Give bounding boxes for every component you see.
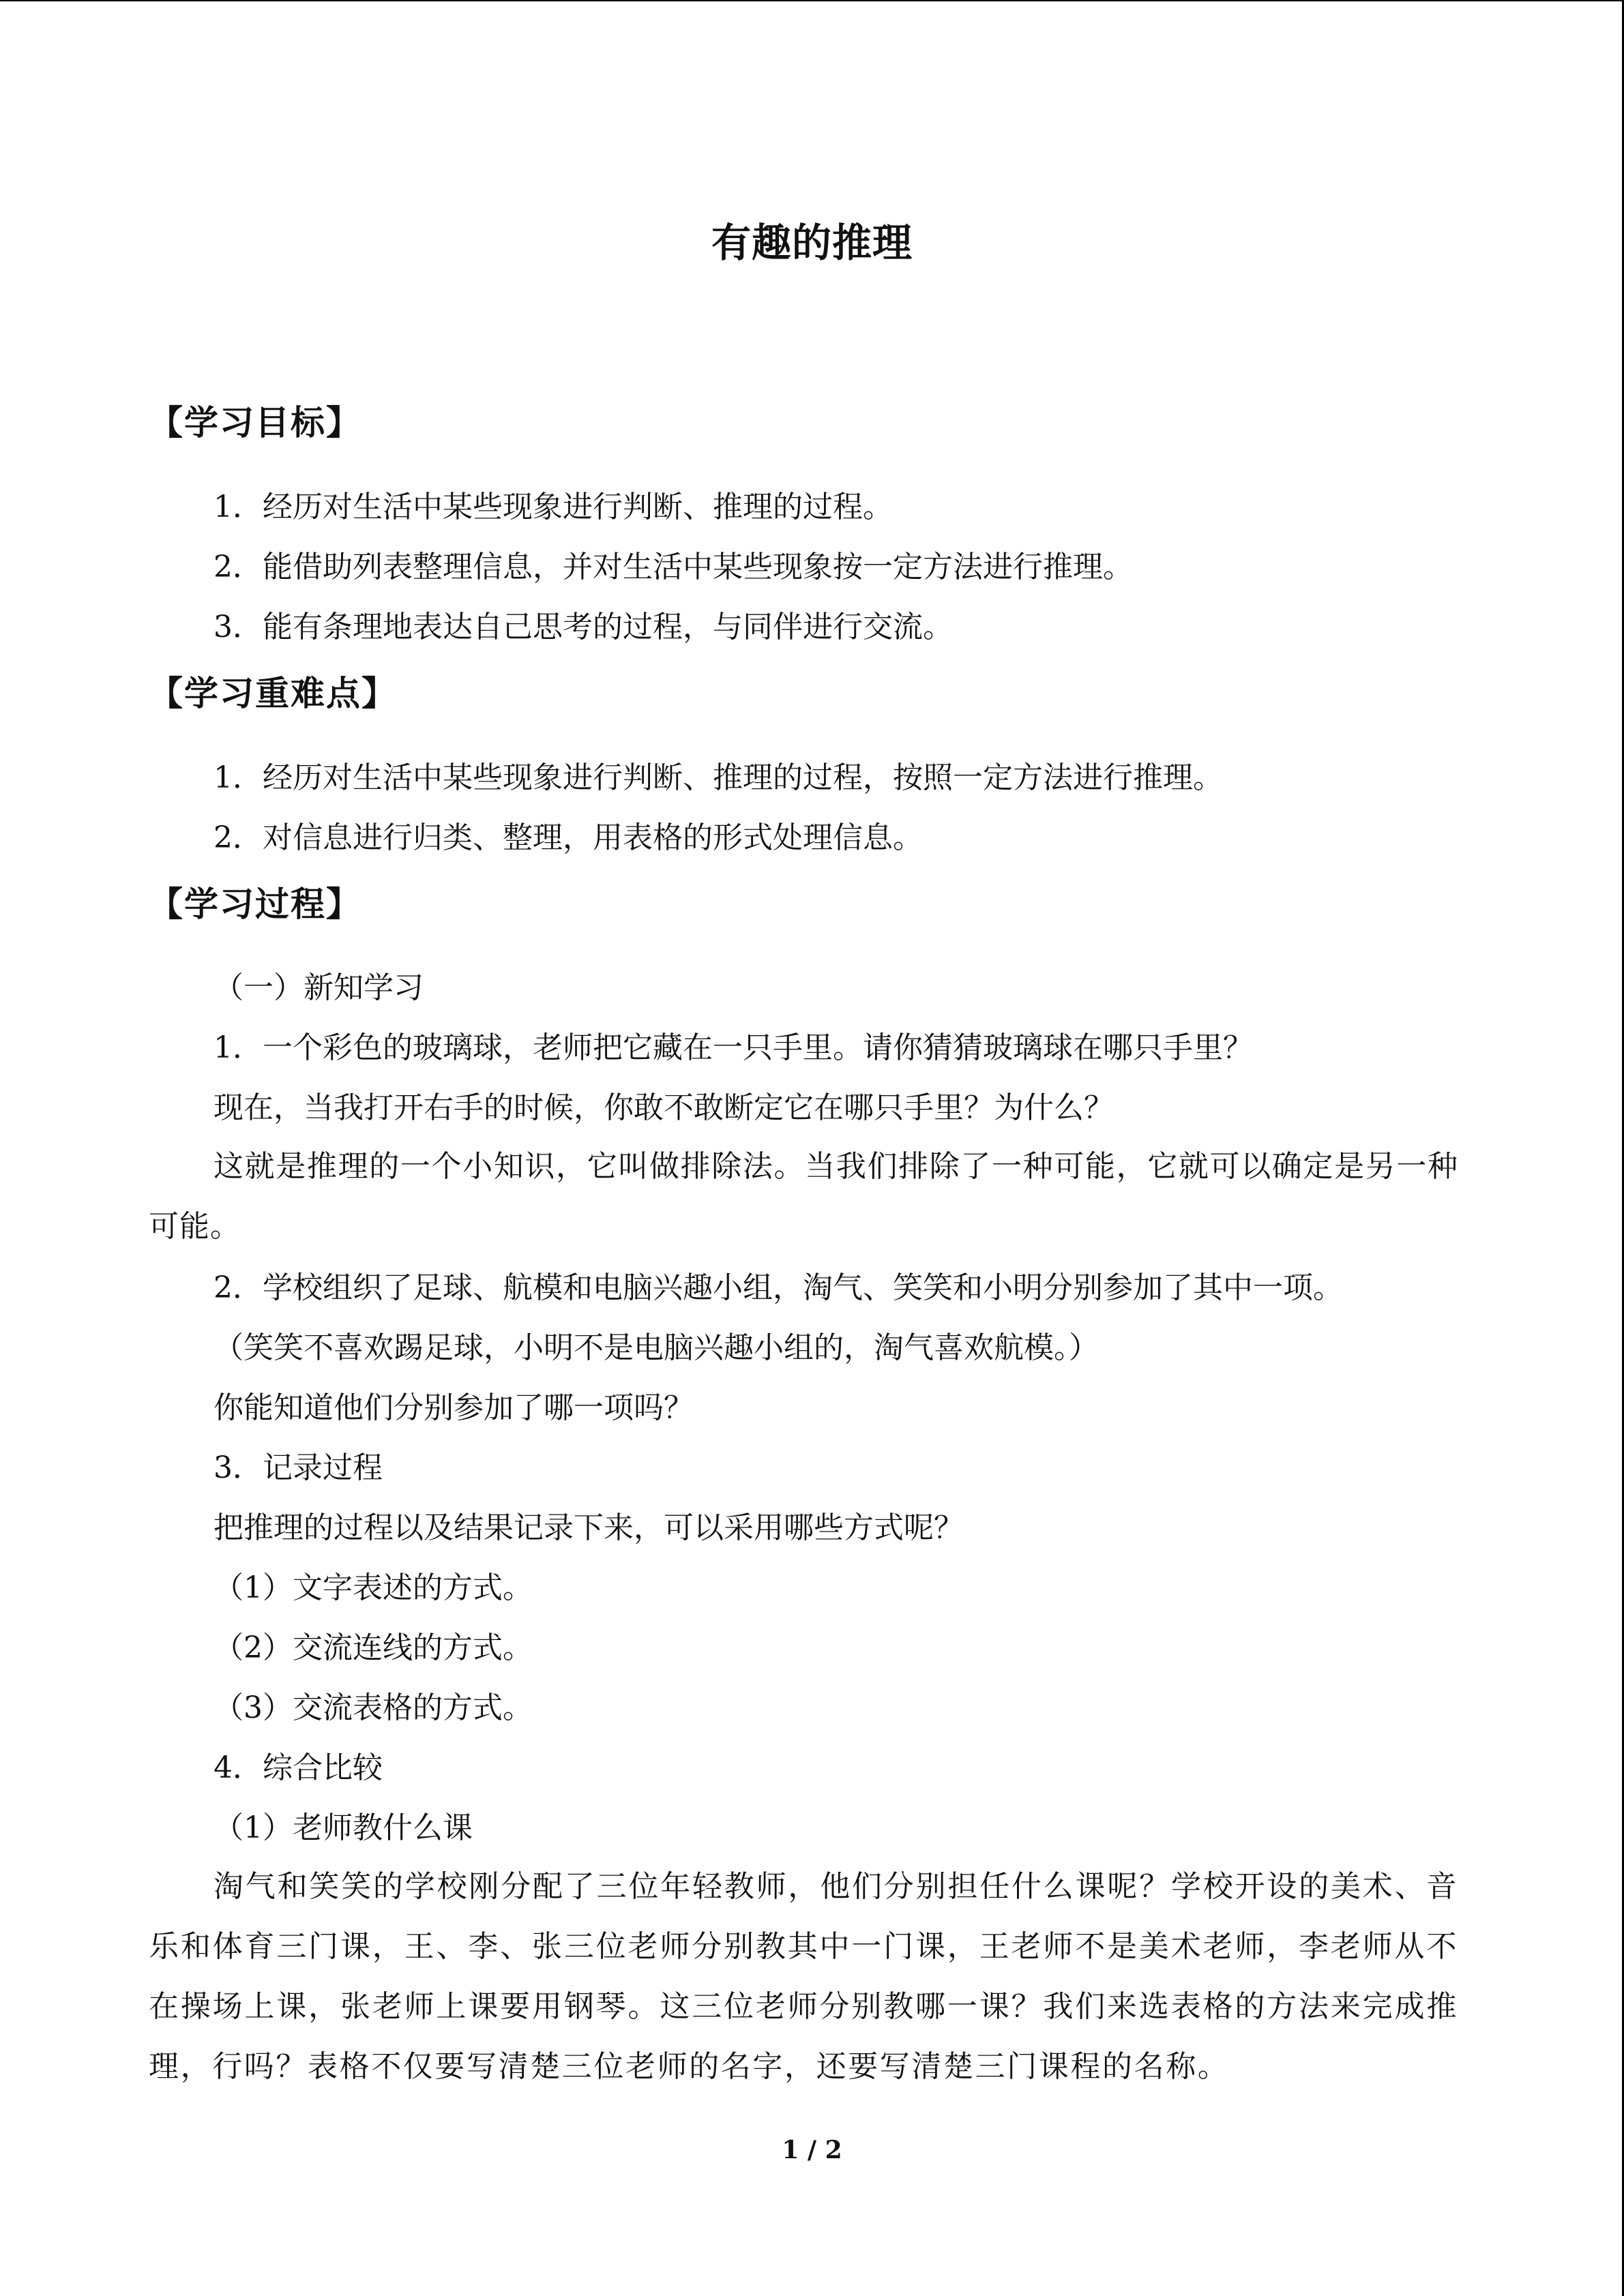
record-method-2: （2）交流连线的方式。 [213,1630,533,1665]
page-number: 1 / 2 [782,2136,842,2164]
section-heading-objectives: 【学习目标】 [149,403,361,443]
question-1-followup: 现在，当我打开右手的时候，你敢不敢断定它在哪只手里？为什么？ [213,1090,1114,1125]
question-2: 2．学校组织了足球、航模和电脑兴趣小组，淘气、笑笑和小明分别参加了其中一项。 [213,1270,1343,1305]
section-heading-key-points: 【学习重难点】 [149,674,397,713]
page-title: 有趣的推理 [711,220,913,266]
record-method-3: （3）交流表格的方式。 [213,1690,533,1725]
key-point-item-2: 2．对信息进行归类、整理，用表格的形式处理信息。 [213,820,923,855]
section-heading-process: 【学习过程】 [149,884,361,924]
question-3: 3．记录过程 [213,1450,383,1485]
record-method-1: （1）文字表述的方式。 [213,1570,533,1605]
objective-item-3: 3．能有条理地表达自己思考的过程，与同伴进行交流。 [213,610,953,644]
question-3-question: 把推理的过程以及结果记录下来，可以采用哪些方式呢？ [213,1510,964,1545]
question-2-question: 你能知道他们分别参加了哪一项吗？ [213,1390,694,1425]
question-4: 4．综合比较 [213,1750,383,1785]
process-subheading: （一）新知学习 [213,970,424,1005]
question-4-subheading: （1）老师教什么课 [213,1810,473,1845]
question-4-paragraph: 淘气和笑笑的学校刚分配了三位年轻教师，他们分别担任什么课呢？学校开设的美术、音乐和体育三门课，王、李、张三位老师分别教其中一门课，王老师不是美术老师，李老师从不在操场上课，张老师上课要用钢琴。这三位老师分别教哪一课？我们来选表格的方法来完成推理，行吗？表格不仅要写清楚三位老师的名字，还要写清楚三门课程的名称。 [149,1869,1458,2084]
question-2-hint: （笑笑不喜欢踢足球，小明不是电脑兴趣小组的，淘气喜欢航模。） [213,1330,1099,1365]
objective-item-1: 1．经历对生活中某些现象进行判断、推理的过程。 [213,490,893,524]
question-1-explanation: 这就是推理的一个小知识，它叫做排除法。当我们排除了一种可能，它就可以确定是另一种可能。 [149,1149,1458,1244]
key-point-item-1: 1．经历对生活中某些现象进行判断、推理的过程，按照一定方法进行推理。 [213,760,1223,795]
objective-item-2: 2．能借助列表整理信息，并对生活中某些现象按一定方法进行推理。 [213,550,1133,584]
question-1: 1．一个彩色的玻璃球，老师把它藏在一只手里。请你猜猜玻璃球在哪只手里？ [213,1030,1253,1065]
